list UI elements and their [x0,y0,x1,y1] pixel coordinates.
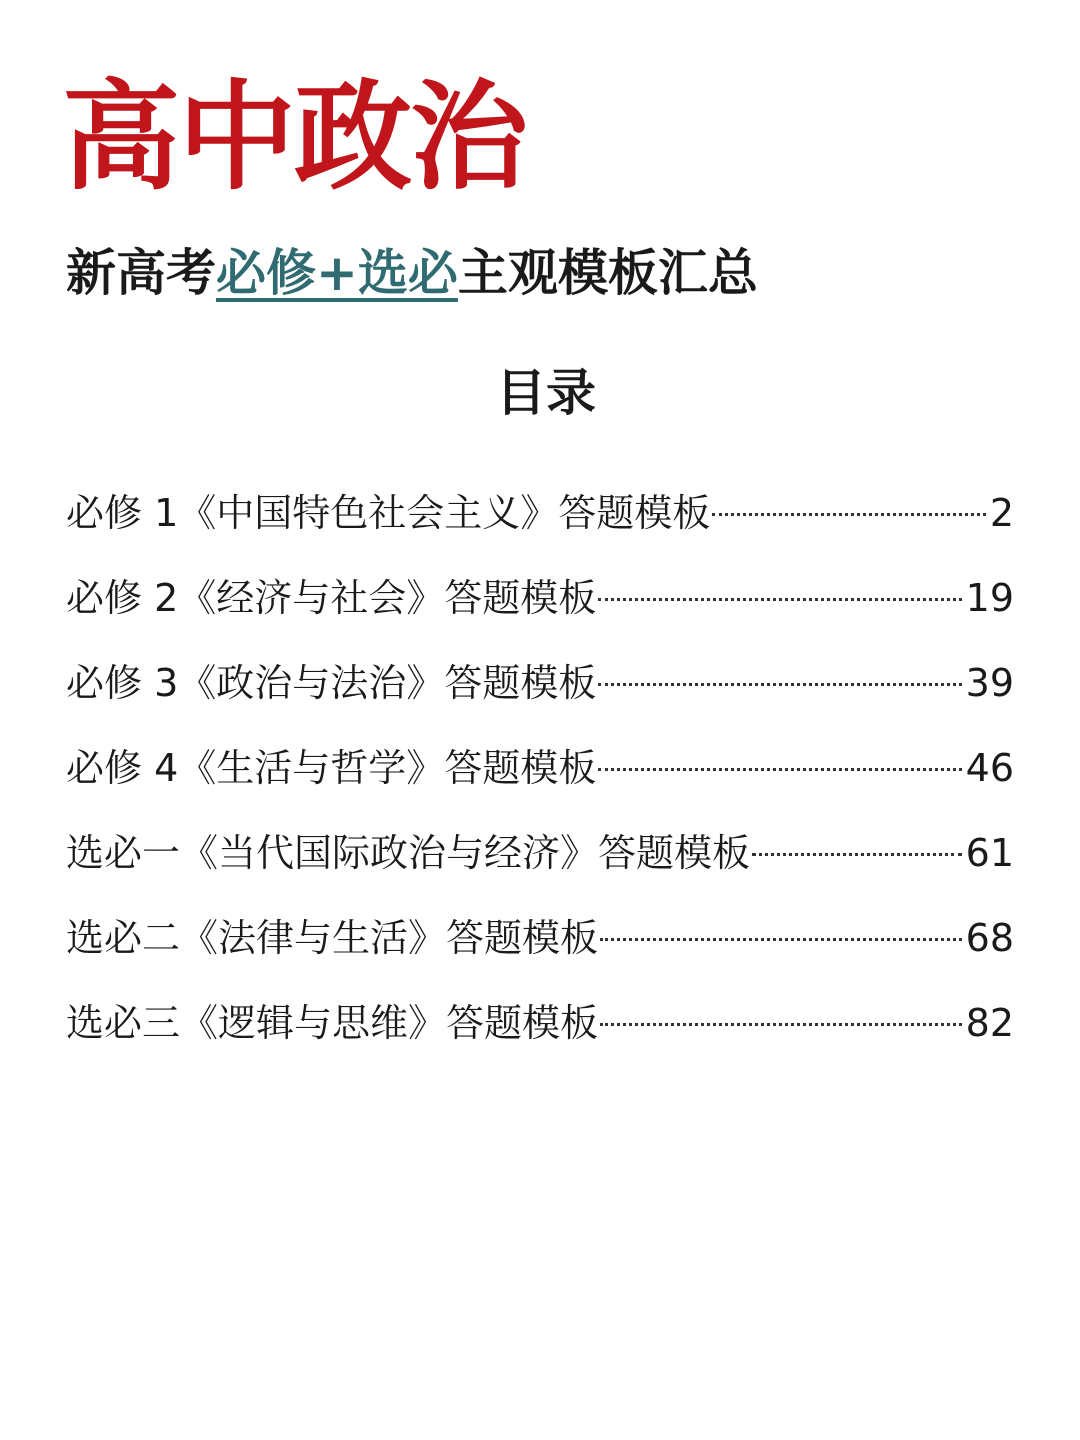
toc-entry[interactable] [66,910,1014,995]
toc-entry-label: 选必二《法律与生活》答题模板 [66,916,599,960]
toc-entry-label: 选必三《逻辑与思维》答题模板 [66,1001,599,1045]
toc-entry-label: 必修 2《经济与社会》答题模板 [66,576,597,620]
toc-entry[interactable] [66,570,1014,655]
toc-dot-leader [598,598,961,601]
toc-entry-page: 68 [965,916,1014,960]
toc-dot-leader [600,1023,962,1026]
toc-entry-label: 必修 4《生活与哲学》答题模板 [66,746,597,790]
toc-dot-leader [600,938,962,941]
toc-entry[interactable] [66,485,1014,570]
toc-dot-leader [598,683,961,686]
subtitle-suffix: 主观模板汇总 [457,244,758,302]
toc-dot-leader [712,513,986,516]
toc-entry-page: 19 [965,576,1014,620]
toc-entry-page: 2 [989,491,1014,535]
toc-entry-label: 必修 3《政治与法治》答题模板 [66,661,597,705]
toc-entry-page: 61 [965,831,1014,875]
toc-entry[interactable] [66,655,1014,740]
toc-entry[interactable] [66,995,1014,1080]
toc-entry-page: 46 [965,746,1014,790]
toc-heading: 目录 [496,364,596,422]
toc-entry-page: 82 [965,1001,1014,1045]
toc-entry-label: 必修 1《中国特色社会主义》答题模板 [66,491,711,535]
page-title: 高中政治 [62,68,527,206]
page-subtitle [66,246,758,301]
toc-entry[interactable] [66,740,1014,825]
toc-dot-leader [598,768,961,771]
toc-entry[interactable] [66,825,1014,910]
toc-dot-leader [752,853,962,856]
subtitle-highlight: 必修+选必 [216,244,458,302]
toc-entry-page: 39 [965,661,1014,705]
toc-entry-label: 选必一《当代国际政治与经济》答题模板 [66,831,751,875]
subtitle-prefix: 新高考 [66,244,216,302]
table-of-contents [66,485,1014,1080]
